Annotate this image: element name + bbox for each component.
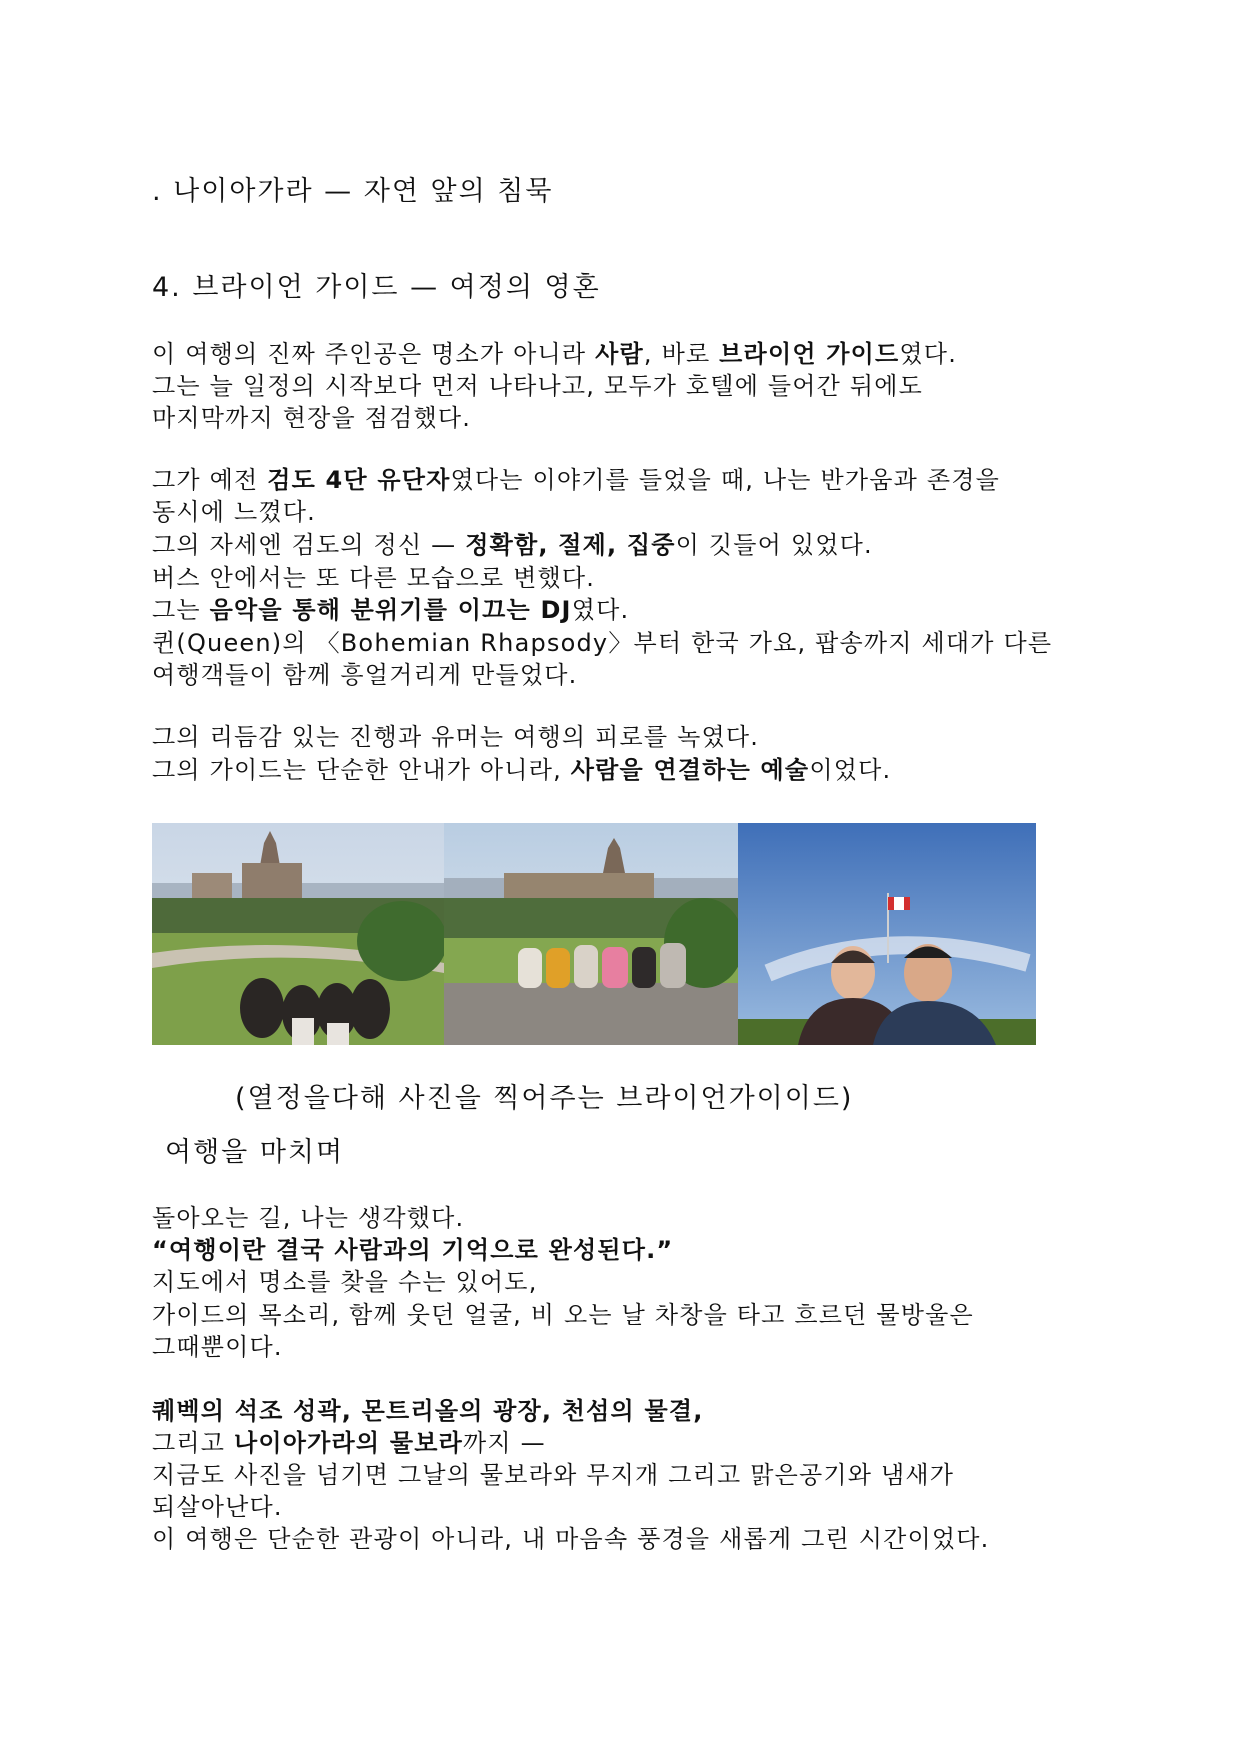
paragraph-line: 그는 늘 일정의 시작보다 먼저 나타나고, 모두가 호텔에 들어간 뒤에도 [152, 372, 924, 400]
section-heading-guide: 4. 브라이언 가이드 — 여정의 영혼 [152, 272, 601, 303]
photo-caption: (열정을다해 사진을 찍어주는 브라이언가이이드) [235, 1083, 854, 1114]
paragraph-line: 버스 안에서는 또 다른 모습으로 변했다. [152, 564, 596, 592]
section-heading-niagara: . 나이아가라 — 자연 앞의 침묵 [152, 176, 554, 207]
paragraph-line: 지도에서 명소를 찾을 수는 있어도, [152, 1268, 538, 1296]
paragraph-line: 지금도 사진을 넘기면 그날의 물보라와 무지개 그리고 맑은공기와 냄새가 [152, 1461, 955, 1489]
paragraph-line: 그리고 나이아가라의 물보라까지 — [152, 1429, 546, 1457]
quote-line: “여행이란 결국 사람과의 기억으로 완성된다.” [152, 1236, 674, 1264]
photo-strip [152, 823, 1036, 1045]
paragraph-line: 퀸(Queen)의 〈Bohemian Rhapsody〉부터 한국 가요, 팝송까지 세대가 다른 [152, 629, 1053, 657]
paragraph-line: 이 여행의 진짜 주인공은 명소가 아니라 사람, 바로 브라이언 가이드였다. [152, 340, 958, 368]
paragraph-line: 이 여행은 단순한 관광이 아니라, 내 마음속 풍경을 새롭게 그린 시간이었다. [152, 1525, 990, 1553]
paragraph-line: 동시에 느꼈다. [152, 498, 316, 526]
paragraph-line: 가이드의 목소리, 함께 웃던 얼굴, 비 오는 날 차창을 타고 흐르던 물방울은 [152, 1301, 974, 1329]
paragraph-line: 마지막까지 현장을 점검했다. [152, 404, 472, 432]
chateau-frontenac-group-photo [152, 823, 444, 1045]
paragraph-line: 그의 가이드는 단순한 안내가 아니라, 사람을 연결하는 예술이었다. [152, 756, 892, 784]
group-on-hill-photo [444, 823, 738, 1045]
section-heading-closing: 여행을 마치며 [165, 1137, 345, 1168]
paragraph-line: 그때뿐이다. [152, 1333, 283, 1361]
paragraph-line: 돌아오는 길, 나는 생각했다. [152, 1204, 465, 1232]
paragraph-line: 그는 음악을 통해 분위기를 이끄는 DJ였다. [152, 596, 630, 624]
couple-selfie-with-flag-photo [738, 823, 1036, 1045]
paragraph-line: 여행객들이 함께 흥얼거리게 만들었다. [152, 661, 578, 689]
paragraph-line: 되살아난다. [152, 1493, 283, 1521]
paragraph-line: 그의 리듬감 있는 진행과 유머는 여행의 피로를 녹였다. [152, 723, 760, 751]
paragraph-line: 그가 예전 검도 4단 유단자였다는 이야기를 들었을 때, 나는 반가움과 존경을 [152, 466, 1001, 494]
paragraph-line: 그의 자세엔 검도의 정신 — 정확함, 절제, 집중이 깃들어 있었다. [152, 531, 873, 559]
paragraph-line: 퀘벡의 석조 성곽, 몬트리올의 광장, 천섬의 물결, [152, 1397, 704, 1425]
